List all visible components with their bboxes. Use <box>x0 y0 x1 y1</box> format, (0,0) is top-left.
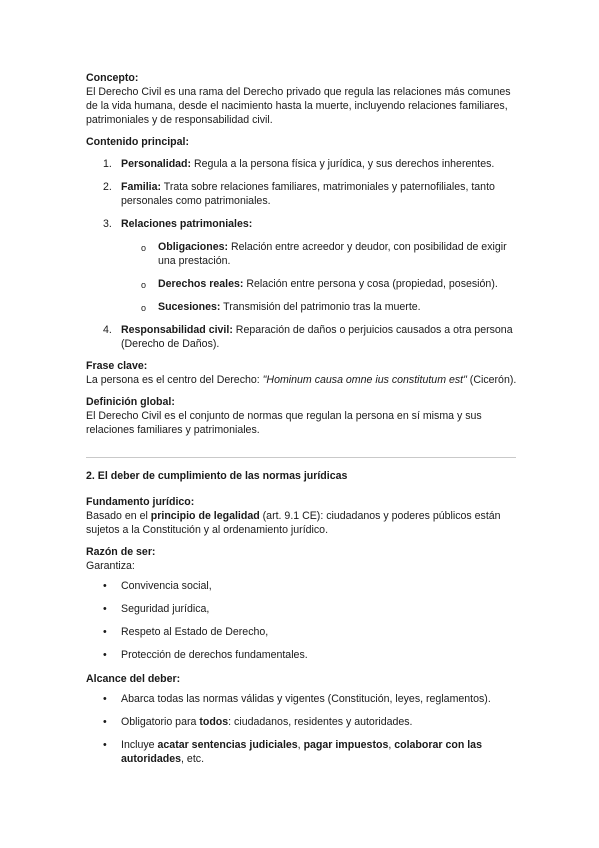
sub-item-text: Transmisión del patrimonio tras la muerte. <box>220 301 421 313</box>
list-number: 4. <box>103 324 112 336</box>
fundamento-bold: principio de legalidad <box>150 510 260 522</box>
sub-item-term: Derechos reales: <box>158 278 244 290</box>
alcance-item-3-bold-1: acatar sentencias judiciales <box>157 739 298 751</box>
hollow-circle-bullet-icon: o <box>141 303 147 313</box>
alcance-item-2-before: Obligatorio para <box>121 716 200 728</box>
list-item <box>86 323 518 351</box>
razon-item: Respeto al Estado de Derecho, <box>121 626 269 638</box>
list-item <box>86 217 518 314</box>
item-text: Reparación de daños o perjuicios causados a otra persona (Derecho de Daños). <box>121 324 513 350</box>
bullet-icon: • <box>103 739 107 751</box>
list-item <box>86 602 518 616</box>
item-text: Trata sobre relaciones familiares, matrimoniales y paternofiliales, tanto personales como patrimoniales. <box>121 181 495 207</box>
fundamento-heading: Fundamento jurídico: <box>86 496 195 508</box>
bullet-icon: • <box>103 649 107 661</box>
bullet-icon: • <box>103 716 107 728</box>
alcance-item-3-bold-2: pagar impuestos <box>303 739 389 751</box>
frase-block <box>86 359 518 387</box>
alcance-item-3-sep-2: , <box>388 739 395 751</box>
bullet-icon: • <box>103 626 107 638</box>
alcance-item-3-before: Incluye <box>121 739 158 751</box>
item-term: Responsabilidad civil: <box>121 324 233 336</box>
frase-quote: "Hominum causa omne ius constitutum est" <box>262 374 467 386</box>
frase-text-after: (Cicerón). <box>466 374 517 386</box>
list-item <box>86 157 518 171</box>
item-term: Personalidad: <box>121 158 192 170</box>
sub-list <box>121 240 518 314</box>
list-item <box>86 180 518 208</box>
alcance-item-1: Abarca todas las normas válidas y vigentes (Constitución, leyes, reglamentos). <box>121 693 491 705</box>
alcance-item-2-bold: todos <box>199 716 229 728</box>
sub-item-text: Relación entre persona y cosa (propiedad, posesión). <box>243 278 498 290</box>
alcance-item-3-sep-1: , <box>297 739 304 751</box>
alcance-item-3-after: , etc. <box>181 753 205 765</box>
sub-item-term: Obligaciones: <box>158 241 229 253</box>
list-number: 1. <box>103 158 112 170</box>
bullet-icon: • <box>103 603 107 615</box>
list-item <box>86 625 518 639</box>
razon-intro: Garantiza: <box>86 560 135 572</box>
bullet-icon: • <box>103 580 107 592</box>
section-2 <box>86 469 518 772</box>
razon-list <box>86 579 518 662</box>
sub-list-item <box>121 240 518 268</box>
section-1 <box>86 71 518 445</box>
razon-item: Protección de derechos fundamentales. <box>121 649 308 661</box>
alcance-block <box>86 672 518 766</box>
sub-item-term: Sucesiones: <box>158 301 221 313</box>
sub-item-text: Relación entre acreedor y deudor, con posibilidad de exigir una prestación. <box>158 241 507 267</box>
list-item <box>86 579 518 593</box>
alcance-list <box>86 692 518 766</box>
fundamento-after: (art. 9.1 CE): ciudadanos y poderes públicos están sujetos a la Constitución y al ordenamiento jurídico. <box>86 510 501 536</box>
list-number: 3. <box>103 218 112 230</box>
contenido-block <box>86 135 518 351</box>
alcance-item-3-bold-3: colaborar con las autoridades <box>121 739 482 765</box>
hollow-circle-bullet-icon: o <box>141 243 147 253</box>
divider <box>86 457 516 458</box>
list-number: 2. <box>103 181 112 193</box>
razon-item: Seguridad jurídica, <box>121 603 210 615</box>
list-item <box>86 648 518 662</box>
frase-text <box>86 373 518 387</box>
sub-list-item <box>121 300 518 314</box>
alcance-heading: Alcance del deber: <box>86 673 181 685</box>
definicion-block <box>86 395 518 437</box>
fundamento-before: Basado en el <box>86 510 151 522</box>
definicion-heading: Definición global: <box>86 396 175 408</box>
contenido-list <box>86 157 518 351</box>
item-term: Familia: <box>121 181 162 193</box>
concepto-text: El Derecho Civil es una rama del Derecho privado que regula las relaciones más comunes de la vida humana, desde el nacimiento hasta la muerte, incluyendo relaciones familiares, patrimoniales y de responsabilidad civil. <box>86 86 511 126</box>
section-2-title: 2. El deber de cumplimiento de las normas jurídicas <box>86 470 348 482</box>
item-text: Regula a la persona física y jurídica, y sus derechos inherentes. <box>191 158 495 170</box>
frase-heading: Frase clave: <box>86 360 148 372</box>
fundamento-block <box>86 495 518 537</box>
concepto-heading: Concepto: <box>86 72 139 84</box>
bullet-icon: • <box>103 693 107 705</box>
razon-heading: Razón de ser: <box>86 546 156 558</box>
definicion-text: El Derecho Civil es el conjunto de normas que regulan la persona en sí misma y sus relaciones familiares y patrimoniales. <box>86 410 482 436</box>
concepto-block <box>86 71 518 127</box>
list-item <box>86 738 518 766</box>
item-term: Relaciones patrimoniales: <box>121 218 253 230</box>
fundamento-text <box>86 509 518 537</box>
contenido-heading: Contenido principal: <box>86 136 189 148</box>
sub-list-item <box>121 277 518 291</box>
razon-item: Convivencia social, <box>121 580 212 592</box>
list-item <box>86 692 518 706</box>
razon-block <box>86 545 518 662</box>
list-item <box>86 715 518 729</box>
frase-text-before: La persona es el centro del Derecho: <box>86 374 263 386</box>
alcance-item-2-after: : ciudadanos, residentes y autoridades. <box>228 716 413 728</box>
hollow-circle-bullet-icon: o <box>141 280 147 290</box>
